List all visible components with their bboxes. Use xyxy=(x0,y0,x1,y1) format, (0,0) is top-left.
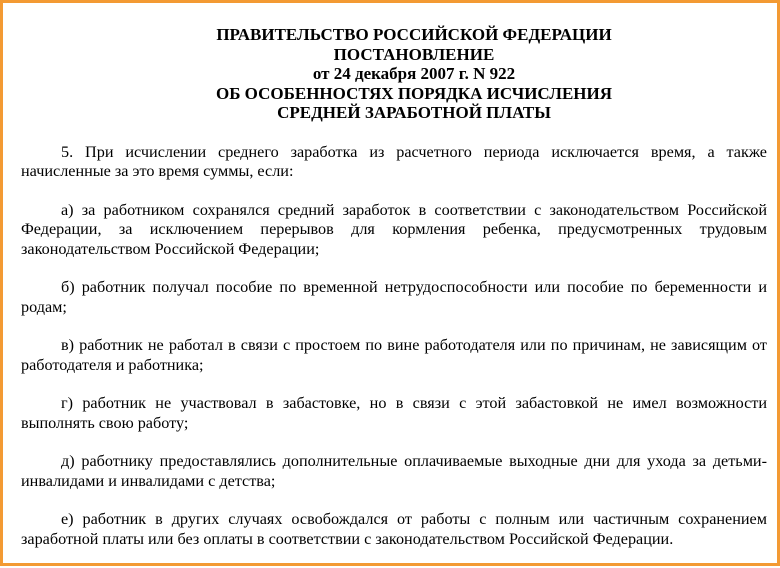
header-government: ПРАВИТЕЛЬСТВО РОССИЙСКОЙ ФЕДЕРАЦИИ xyxy=(216,25,612,44)
paragraph-item-b: б) работник получал пособие по временной нетрудоспособности или пособие по беременности и родам; xyxy=(21,278,767,316)
paragraph-item-v: в) работник не работал в связи с простоем по вине работодателя или по причинам, не зависящим от работодателя и работника; xyxy=(21,336,767,374)
paragraph-clause-5: 5. При исчислении среднего заработка из расчетного периода исключается время, а также начисленные за это время суммы, если: xyxy=(21,142,767,180)
paragraph-item-d: д) работнику предоставлялись дополнительные оплачиваемые выходные дни для ухода за детьми-инвалидами и инвалидами с детства; xyxy=(21,452,767,490)
header-title-line-2: СРЕДНЕЙ ЗАРАБОТНОЙ ПЛАТЫ xyxy=(277,103,551,122)
header-doc-type: ПОСТАНОВЛЕНИЕ xyxy=(333,44,495,64)
document-header xyxy=(61,25,767,123)
document-body xyxy=(21,25,767,568)
paragraph-item-a: а) за работником сохранялся средний заработок в соответствии с законодательством Российской Федерации, за исключением перерывов для кормления ребенка, предусмотренных трудовым законодательством Российской Федерации; xyxy=(21,200,767,258)
paragraph-item-g: г) работник не участвовал в забастовке, но в связи с этой забастовкой не имел возможности выполнять свою работу; xyxy=(21,394,767,432)
header-title-line-1: ОБ ОСОБЕННОСТЯХ ПОРЯДКА ИСЧИСЛЕНИЯ xyxy=(215,83,613,103)
header-date-number: от 24 декабря 2007 г. N 922 xyxy=(312,64,516,83)
paragraph-item-e: е) работник в других случаях освобождался от работы с полным или частичным сохранением заработной платы или без оплаты в соответствии с законодательством Российской Федерации. xyxy=(21,510,767,548)
paragraph-list xyxy=(21,143,767,550)
